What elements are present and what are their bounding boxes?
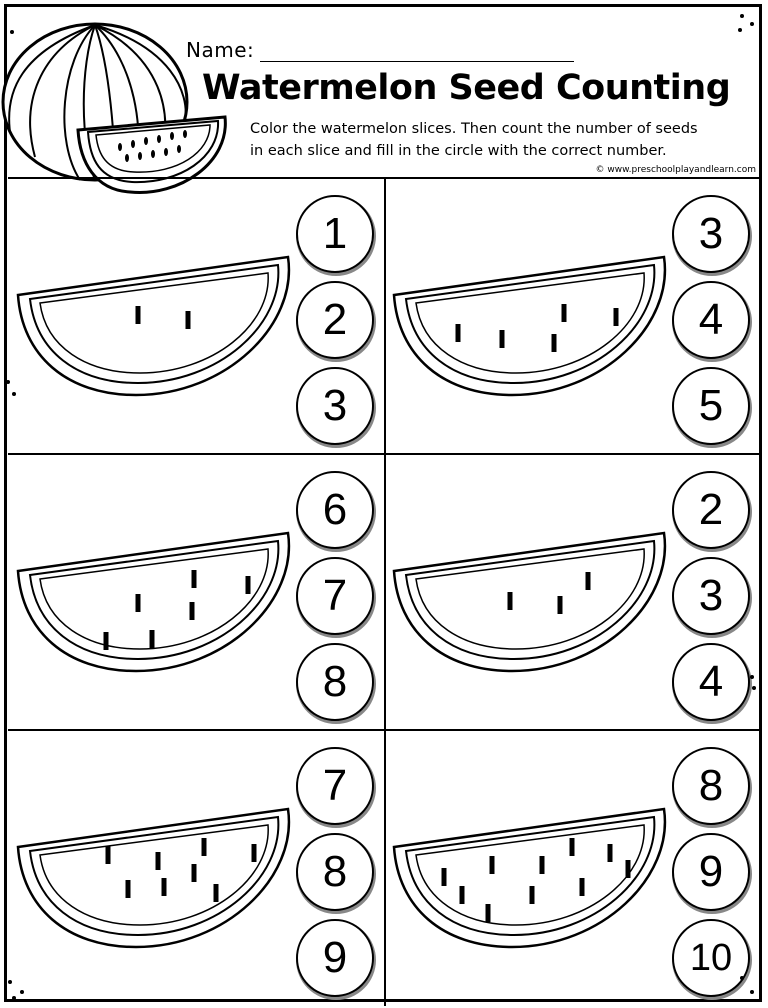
- seed: [192, 864, 197, 882]
- counting-cell-5: [8, 729, 384, 1005]
- answer-circle-7[interactable]: 7: [296, 747, 374, 825]
- answer-circle-1[interactable]: 1: [296, 195, 374, 273]
- copyright-credit: © www.preschoolplayandlearn.com: [595, 165, 756, 175]
- answer-circle-3[interactable]: 3: [672, 557, 750, 635]
- seed: [106, 846, 111, 864]
- seed: [136, 594, 141, 612]
- seed: [186, 311, 191, 329]
- seed: [530, 886, 535, 904]
- seed: [162, 878, 167, 896]
- seed: [540, 856, 545, 874]
- seed: [456, 324, 461, 342]
- instructions-line-2: in each slice and fill in the circle with the correct number.: [250, 143, 667, 159]
- seed: [500, 330, 505, 348]
- seed: [614, 308, 619, 326]
- seed: [552, 334, 557, 352]
- seed: [442, 868, 447, 886]
- watermelon-slice: [392, 531, 672, 681]
- seed: [570, 838, 575, 856]
- answer-circle-3[interactable]: 3: [296, 367, 374, 445]
- instructions-line-1: Color the watermelon slices. Then count the number of seeds: [250, 121, 698, 137]
- seed: [562, 304, 567, 322]
- seed: [490, 856, 495, 874]
- answer-circle-8[interactable]: 8: [296, 833, 374, 911]
- answer-circle-6[interactable]: 6: [296, 471, 374, 549]
- name-field[interactable]: [186, 32, 574, 62]
- seed: [156, 852, 161, 870]
- watermelon-slice: [16, 255, 296, 405]
- watermelon-slice: [392, 807, 672, 957]
- seed: [246, 576, 251, 594]
- seed: [202, 838, 207, 856]
- counting-cell-4: [384, 453, 760, 729]
- seed: [486, 904, 491, 922]
- seed: [626, 860, 631, 878]
- answer-circle-10[interactable]: 10: [672, 919, 750, 997]
- page-title: Watermelon Seed Counting: [202, 68, 731, 108]
- counting-cell-3: [8, 453, 384, 729]
- watermelon-slice: [16, 807, 296, 957]
- name-blank-line[interactable]: [260, 39, 574, 62]
- seed: [558, 596, 563, 614]
- answer-circle-8[interactable]: 8: [672, 747, 750, 825]
- counting-cell-2: [384, 177, 760, 453]
- answer-circle-4[interactable]: 4: [672, 281, 750, 359]
- seed: [460, 886, 465, 904]
- seed: [586, 572, 591, 590]
- answer-circle-2[interactable]: 2: [296, 281, 374, 359]
- answer-circle-2[interactable]: 2: [672, 471, 750, 549]
- watermelon-slice: [16, 531, 296, 681]
- seed: [190, 602, 195, 620]
- instructions: [250, 118, 758, 162]
- seed: [126, 880, 131, 898]
- seed: [252, 844, 257, 862]
- seed: [192, 570, 197, 588]
- answer-circle-9[interactable]: 9: [296, 919, 374, 997]
- answer-circle-8[interactable]: 8: [296, 643, 374, 721]
- answer-circle-9[interactable]: 9: [672, 833, 750, 911]
- answer-circle-5[interactable]: 5: [672, 367, 750, 445]
- seed: [104, 632, 109, 650]
- counting-cell-6: [384, 729, 760, 1005]
- counting-cell-1: [8, 177, 384, 453]
- seed: [136, 306, 141, 324]
- seed: [580, 878, 585, 896]
- answer-circle-4[interactable]: 4: [672, 643, 750, 721]
- seed: [608, 844, 613, 862]
- seed: [150, 630, 155, 648]
- answer-circle-7[interactable]: 7: [296, 557, 374, 635]
- seed: [214, 884, 219, 902]
- watermelon-slice: [392, 255, 672, 405]
- answer-circle-3[interactable]: 3: [672, 195, 750, 273]
- name-label: Name:: [186, 38, 255, 62]
- seed: [508, 592, 513, 610]
